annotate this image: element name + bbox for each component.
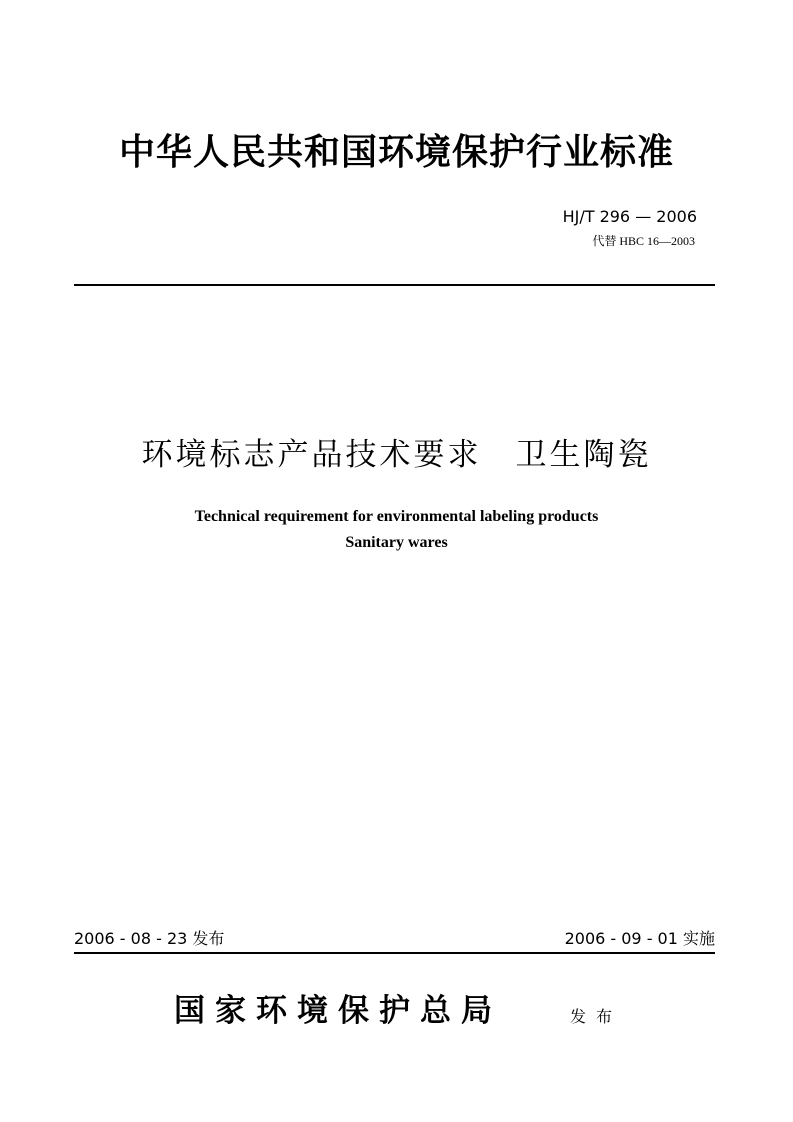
implementation-date: 2006 - 09 - 01 实施 — [564, 929, 715, 948]
issuing-authority: 国家环境保护总局 — [174, 993, 502, 1029]
standard-category-title: 中华人民共和国环境保护行业标准 — [118, 131, 674, 173]
document-title-en: Technical requirement for environmental labeling products — [194, 508, 599, 525]
publish-label: 发布 — [570, 1007, 623, 1026]
replaces-standard: 代替 HBC 16—2003 — [592, 234, 695, 248]
bottom-divider — [74, 952, 715, 954]
top-divider — [74, 284, 715, 286]
document-title-cn: 环境标志产品技术要求 卫生陶瓷 — [141, 437, 652, 473]
issue-date: 2006 - 08 - 23 发布 — [74, 929, 225, 948]
standard-number: HJ/T 296 — 2006 — [562, 207, 697, 226]
document-subtitle-en: Sanitary wares — [345, 534, 448, 551]
